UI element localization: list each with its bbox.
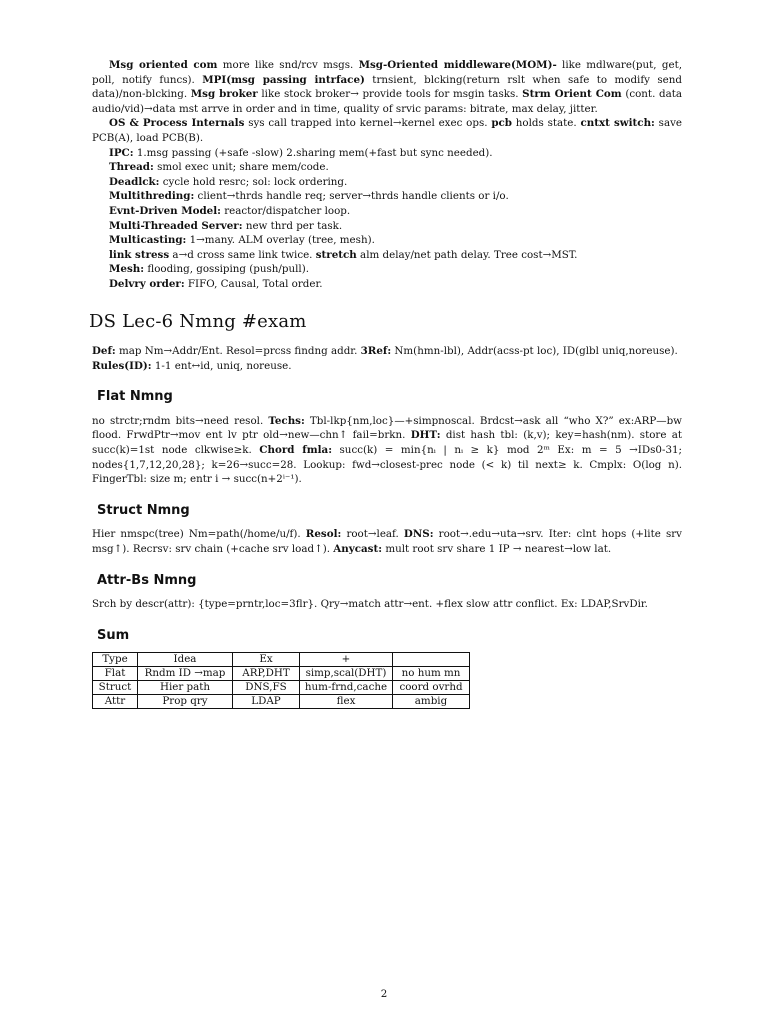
term: Rules(ID): <box>92 359 152 372</box>
table-cell: hum-frnd,cache <box>300 681 393 695</box>
table-cell: ambig <box>393 695 470 709</box>
section-title: DS Lec-6 Nmng #exam <box>89 310 307 332</box>
text: 1→many. ALM overlay (tree, mesh). <box>186 234 375 247</box>
delivery-order-line <box>92 277 682 292</box>
term: DHT: <box>410 429 441 442</box>
term: Techs: <box>268 414 305 427</box>
text: like stock broker→ provide tools for msgin tasks. <box>257 88 523 101</box>
text: map Nm→Addr/Ent. Resol=prcss findng addr. <box>115 345 361 358</box>
flat-paragraph <box>92 414 682 487</box>
text: mult root srv share 1 IP → nearest→low lat. <box>382 543 612 556</box>
text: save PCB(A), load PCB(B). <box>92 117 682 144</box>
mesh-line <box>92 262 682 277</box>
flat-heading: Flat Nmng <box>97 389 173 405</box>
text: (cont. data audio/vid)→data mst arrve in order and in time, quality of srvic params: bitrate, max delay, jitter. <box>92 88 682 115</box>
table-cell: no hum mn <box>393 667 470 681</box>
table-header-cell: Ex <box>233 653 300 667</box>
table-cell: Flat <box>93 667 138 681</box>
table-row <box>93 695 470 709</box>
struct-paragraph <box>92 527 682 556</box>
term: link stress <box>109 248 170 261</box>
text: new thrd per task. <box>242 219 343 232</box>
def-paragraph <box>92 344 682 373</box>
table-cell: ARP,DHT <box>233 667 300 681</box>
text: reactor/dispatcher loop. <box>220 204 351 217</box>
term: Multi-Threaded Server: <box>109 219 243 232</box>
multi-threaded-server-line <box>92 219 682 234</box>
text: a→d cross same link twice. <box>169 248 316 261</box>
term-os: OS & Process Internals <box>109 117 245 130</box>
text: dist hash tbl: (k,v); key=hash(nm). store at succ(k)=1st node clkwise≥k. <box>92 429 682 457</box>
text: like mdlware(put, get, poll, notify funcs). <box>92 59 682 86</box>
table-header-cell <box>393 653 470 667</box>
ipc-line <box>92 146 682 161</box>
text: alm delay/net path delay. Tree cost→MST. <box>356 248 578 261</box>
term: stretch <box>315 248 357 261</box>
text: Hier nmspc(tree) Nm=path(/home/u/f). <box>92 528 306 541</box>
term: DNS: <box>403 528 434 541</box>
text: client→thrds handle req; server→thrds handle clients or i/o. <box>194 190 509 203</box>
term: Resol: <box>305 528 342 541</box>
sum-heading: Sum <box>97 627 130 643</box>
table-header-row <box>93 653 470 667</box>
deadlock-line <box>92 175 682 190</box>
msg-oriented-paragraph <box>92 58 682 116</box>
summary-table <box>92 652 470 709</box>
text: flooding, gossiping (push/pull). <box>144 263 309 276</box>
page-number: 2 <box>380 988 388 1000</box>
term-mpi: MPI(msg passing intrface) <box>202 73 365 86</box>
text: 1-1 ent↔id, uniq, noreuse. <box>151 359 292 372</box>
text: smol exec unit; share mem/code. <box>153 161 329 174</box>
term: Thread: <box>109 161 154 174</box>
table-cell: Struct <box>93 681 138 695</box>
multithreading-line <box>92 189 682 204</box>
event-driven-line <box>92 204 682 219</box>
table-header-cell: Type <box>93 653 138 667</box>
term: Deadlck: <box>109 175 160 188</box>
term: Mesh: <box>109 263 145 276</box>
thread-line <box>92 160 682 175</box>
table-cell: flex <box>300 695 393 709</box>
text: Nm(hmn-lbl), Addr(acss-pt loc), ID(glbl uniq,noreuse). <box>391 345 678 358</box>
page-content <box>89 58 683 709</box>
text: FIFO, Causal, Total order. <box>184 277 323 290</box>
text: no strctr;rndm bits→need resol. <box>92 414 269 427</box>
table-cell: Rndm ID →map <box>138 667 233 681</box>
table-cell: Attr <box>93 695 138 709</box>
term: Multithreding: <box>109 190 195 203</box>
multicasting-line <box>92 233 682 248</box>
term: Multicasting: <box>109 234 187 247</box>
link-stress-line <box>92 248 682 263</box>
table-cell: Prop qry <box>138 695 233 709</box>
text: root→leaf. <box>341 528 404 541</box>
attr-paragraph: Srch by descr(attr): {type=prntr,loc=3flr}. Qry→match attr→ent. +flex slow attr conflict. Ex: LDAP,SrvDir. <box>92 598 648 611</box>
table-cell: simp,scal(DHT) <box>300 667 393 681</box>
attr-heading: Attr-Bs Nmng <box>97 572 197 588</box>
term-pcb: pcb <box>491 117 512 130</box>
term-cntxt-switch: cntxt switch: <box>580 117 655 130</box>
term-msg-oriented: Msg oriented com <box>109 59 218 71</box>
text: 1.msg passing (+safe -slow) 2.sharing mem(+fast but sync needed). <box>133 146 493 159</box>
text: root→.edu→uta→srv. Iter: clnt hops (+lite srv msg↑). Recrsv: srv chain (+cache srv load↑). <box>92 528 682 556</box>
term-msg-broker: Msg broker <box>190 88 258 101</box>
term: Delvry order: <box>109 277 185 290</box>
table-header-cell: Idea <box>138 653 233 667</box>
table-cell: DNS,FS <box>233 681 300 695</box>
table-cell: LDAP <box>233 695 300 709</box>
text: holds state. <box>511 117 581 130</box>
term: 3Ref: <box>360 345 392 358</box>
term-strm-orient: Strm Orient Com <box>522 88 622 101</box>
table-cell: coord ovrhd <box>393 681 470 695</box>
term: IPC: <box>109 146 134 159</box>
term: Evnt-Driven Model: <box>109 204 221 217</box>
term: Chord fmla: <box>259 444 333 457</box>
text: cycle hold resrc; sol: lock ordering. <box>159 175 348 188</box>
text: trnsient, blcking(return rslt when safe to modify send data)/non-blcking. <box>92 73 682 101</box>
text: more like snd/rcv msgs. <box>217 59 359 71</box>
struct-heading: Struct Nmng <box>97 502 190 518</box>
table-header-cell: + <box>300 653 393 667</box>
table-cell: Hier path <box>138 681 233 695</box>
table-row <box>93 667 470 681</box>
term: Def: <box>92 345 116 358</box>
text: Tbl-lkp{nm,loc}—+simpnoscal. Brdcst→ask all “who X?” ex:ARP—bw flood. FrwdPtr→mov ent lv ptr old→new—chn↑ fail=brkn. <box>92 414 682 442</box>
table-row <box>93 681 470 695</box>
term-mom: Msg-Oriented middleware(MOM)- <box>358 59 557 71</box>
os-paragraph <box>92 116 682 145</box>
text: succ(k) = min{nᵢ | nᵢ ≥ k} mod 2ᵐ Ex: m = 5 →IDs0-31; nodes{1,7,12,20,28}; k=26→succ=28. Lookup: fwd→closest-prec node (< k) til next≥ k. Cmplx: O(log n). FingerTbl: size m; entr i → succ(n+2ⁱ⁻¹). <box>92 444 683 486</box>
text: sys call trapped into kernel→kernel exec ops. <box>244 117 492 130</box>
term: Anycast: <box>333 543 383 556</box>
